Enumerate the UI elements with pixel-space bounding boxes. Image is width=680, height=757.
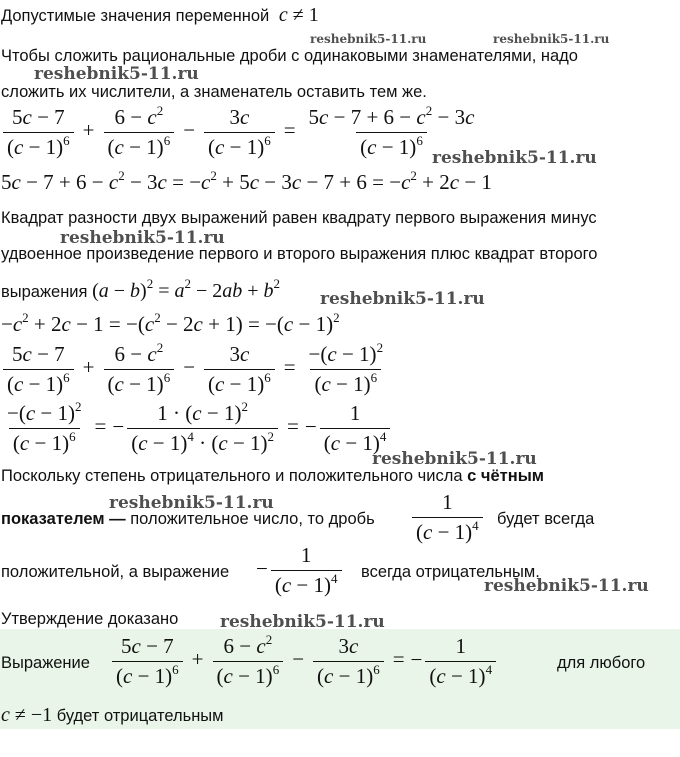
square-line-3 — [1, 276, 281, 302]
fraction-one-over-power4: $\frac{1}{(c - 1)^4}$ — [409, 490, 486, 545]
sign-line-1-text: Поскольку степень отрицательного и положительного числа — [1, 467, 463, 485]
answer-suffix: для любого — [557, 654, 646, 672]
admissible-condition: c ≠ 1 — [278, 4, 319, 26]
rule-line-2: сложить их числители, а знаменатель оставить тем же. — [1, 83, 427, 101]
answer-prefix: Выражение — [1, 654, 90, 672]
watermark: reshebnik5-11.ru — [372, 449, 537, 469]
equation-sum-fractions: $\frac{5c - 7}{(c - 1)^6}$ + $\frac{6 - c^2}{(c - 1)^6}$ − $\frac{3c}{(c - 1)^6}$ = $\frac{5c - 7 + 6 - c^2 - 3c}{(c - 1)^6}$ — [0, 105, 481, 160]
watermark: reshebnik5-11.ru — [432, 148, 597, 168]
square-line-1: Квадрат разности двух выражений равен квадрату первого выражения минус — [1, 209, 597, 227]
sign-line-2-bold: показателем — — [1, 510, 126, 528]
square-formula: $(a - b)^2 = a^2 - 2ab + b^2$ — [92, 276, 281, 302]
sign-line-3-suffix: всегда отрицательным. — [361, 563, 540, 581]
watermark: reshebnik5-11.ru — [109, 493, 274, 513]
admissible-label: Допустимые значения переменной — [1, 7, 270, 25]
equation-factor: $-c^2 + 2c - 1 = -(c^2 - 2c + 1) = -(c - 1)^2$ — [1, 310, 340, 336]
watermark: reshebnik5-11.ru — [493, 32, 610, 46]
watermark: reshebnik5-11.ru — [34, 64, 199, 84]
sign-line-1-bold: с чётным — [467, 467, 545, 485]
watermark: reshebnik5-11.ru — [310, 32, 427, 46]
answer-condition: c ≠ −1 — [1, 704, 53, 726]
answer-line-2 — [1, 705, 224, 726]
answer-line-2-text: будет отрицательным — [56, 707, 224, 725]
admissible-values-line — [1, 5, 319, 26]
equation-sum-result: $\frac{5c - 7}{(c - 1)^6}$ + $\frac{6 - c^2}{(c - 1)^6}$ − $\frac{3c}{(c - 1)^6}$ = $\frac{-(c - 1)^2}{(c - 1)^6}$ — [0, 342, 390, 397]
negative-fraction: − $\frac{1}{(c - 1)^4}$ — [256, 543, 345, 598]
sign-line-2-text: положительное число, то дробь — [130, 510, 375, 528]
equation-reduce: $\frac{-(c - 1)^2}{(c - 1)^6}$ = − $\frac{1 \cdot (c - 1)^2}{(c - 1)^4 \cdot (c - 1)^2}$ = − $\frac{1}{(c - 1)^4}$ — [0, 401, 393, 456]
proven-statement: Утверждение доказано — [1, 610, 179, 628]
rule-line-1: Чтобы сложить рациональные дроби с одинаковыми знаменателями, надо — [1, 47, 578, 65]
square-line-3-prefix: выражения — [1, 283, 88, 301]
watermark: reshebnik5-11.ru — [60, 228, 225, 248]
watermark: reshebnik5-11.ru — [220, 612, 385, 632]
watermark: reshebnik5-11.ru — [320, 289, 485, 309]
sign-line-3-prefix: положительной, а выражение — [1, 563, 230, 581]
square-line-2: удвоенное произведение первого и второго выражения плюс квадрат второго — [1, 245, 598, 263]
sign-line-1 — [1, 466, 544, 486]
answer-equation: $\frac{5c - 7}{(c - 1)^6}$ + $\frac{6 - c^2}{(c - 1)^6}$ − $\frac{3c}{(c - 1)^6}$ = − $\frac{1}{(c - 1)^4}$ — [109, 634, 499, 689]
sign-line-2-suffix: будет всегда — [497, 510, 595, 528]
equation-numerator: $5c - 7 + 6 - c^2 - 3c = -c^2 + 5c - 3c - 7 + 6 = -c^2 + 2c - 1$ — [1, 168, 492, 194]
watermark: reshebnik5-11.ru — [484, 576, 649, 596]
